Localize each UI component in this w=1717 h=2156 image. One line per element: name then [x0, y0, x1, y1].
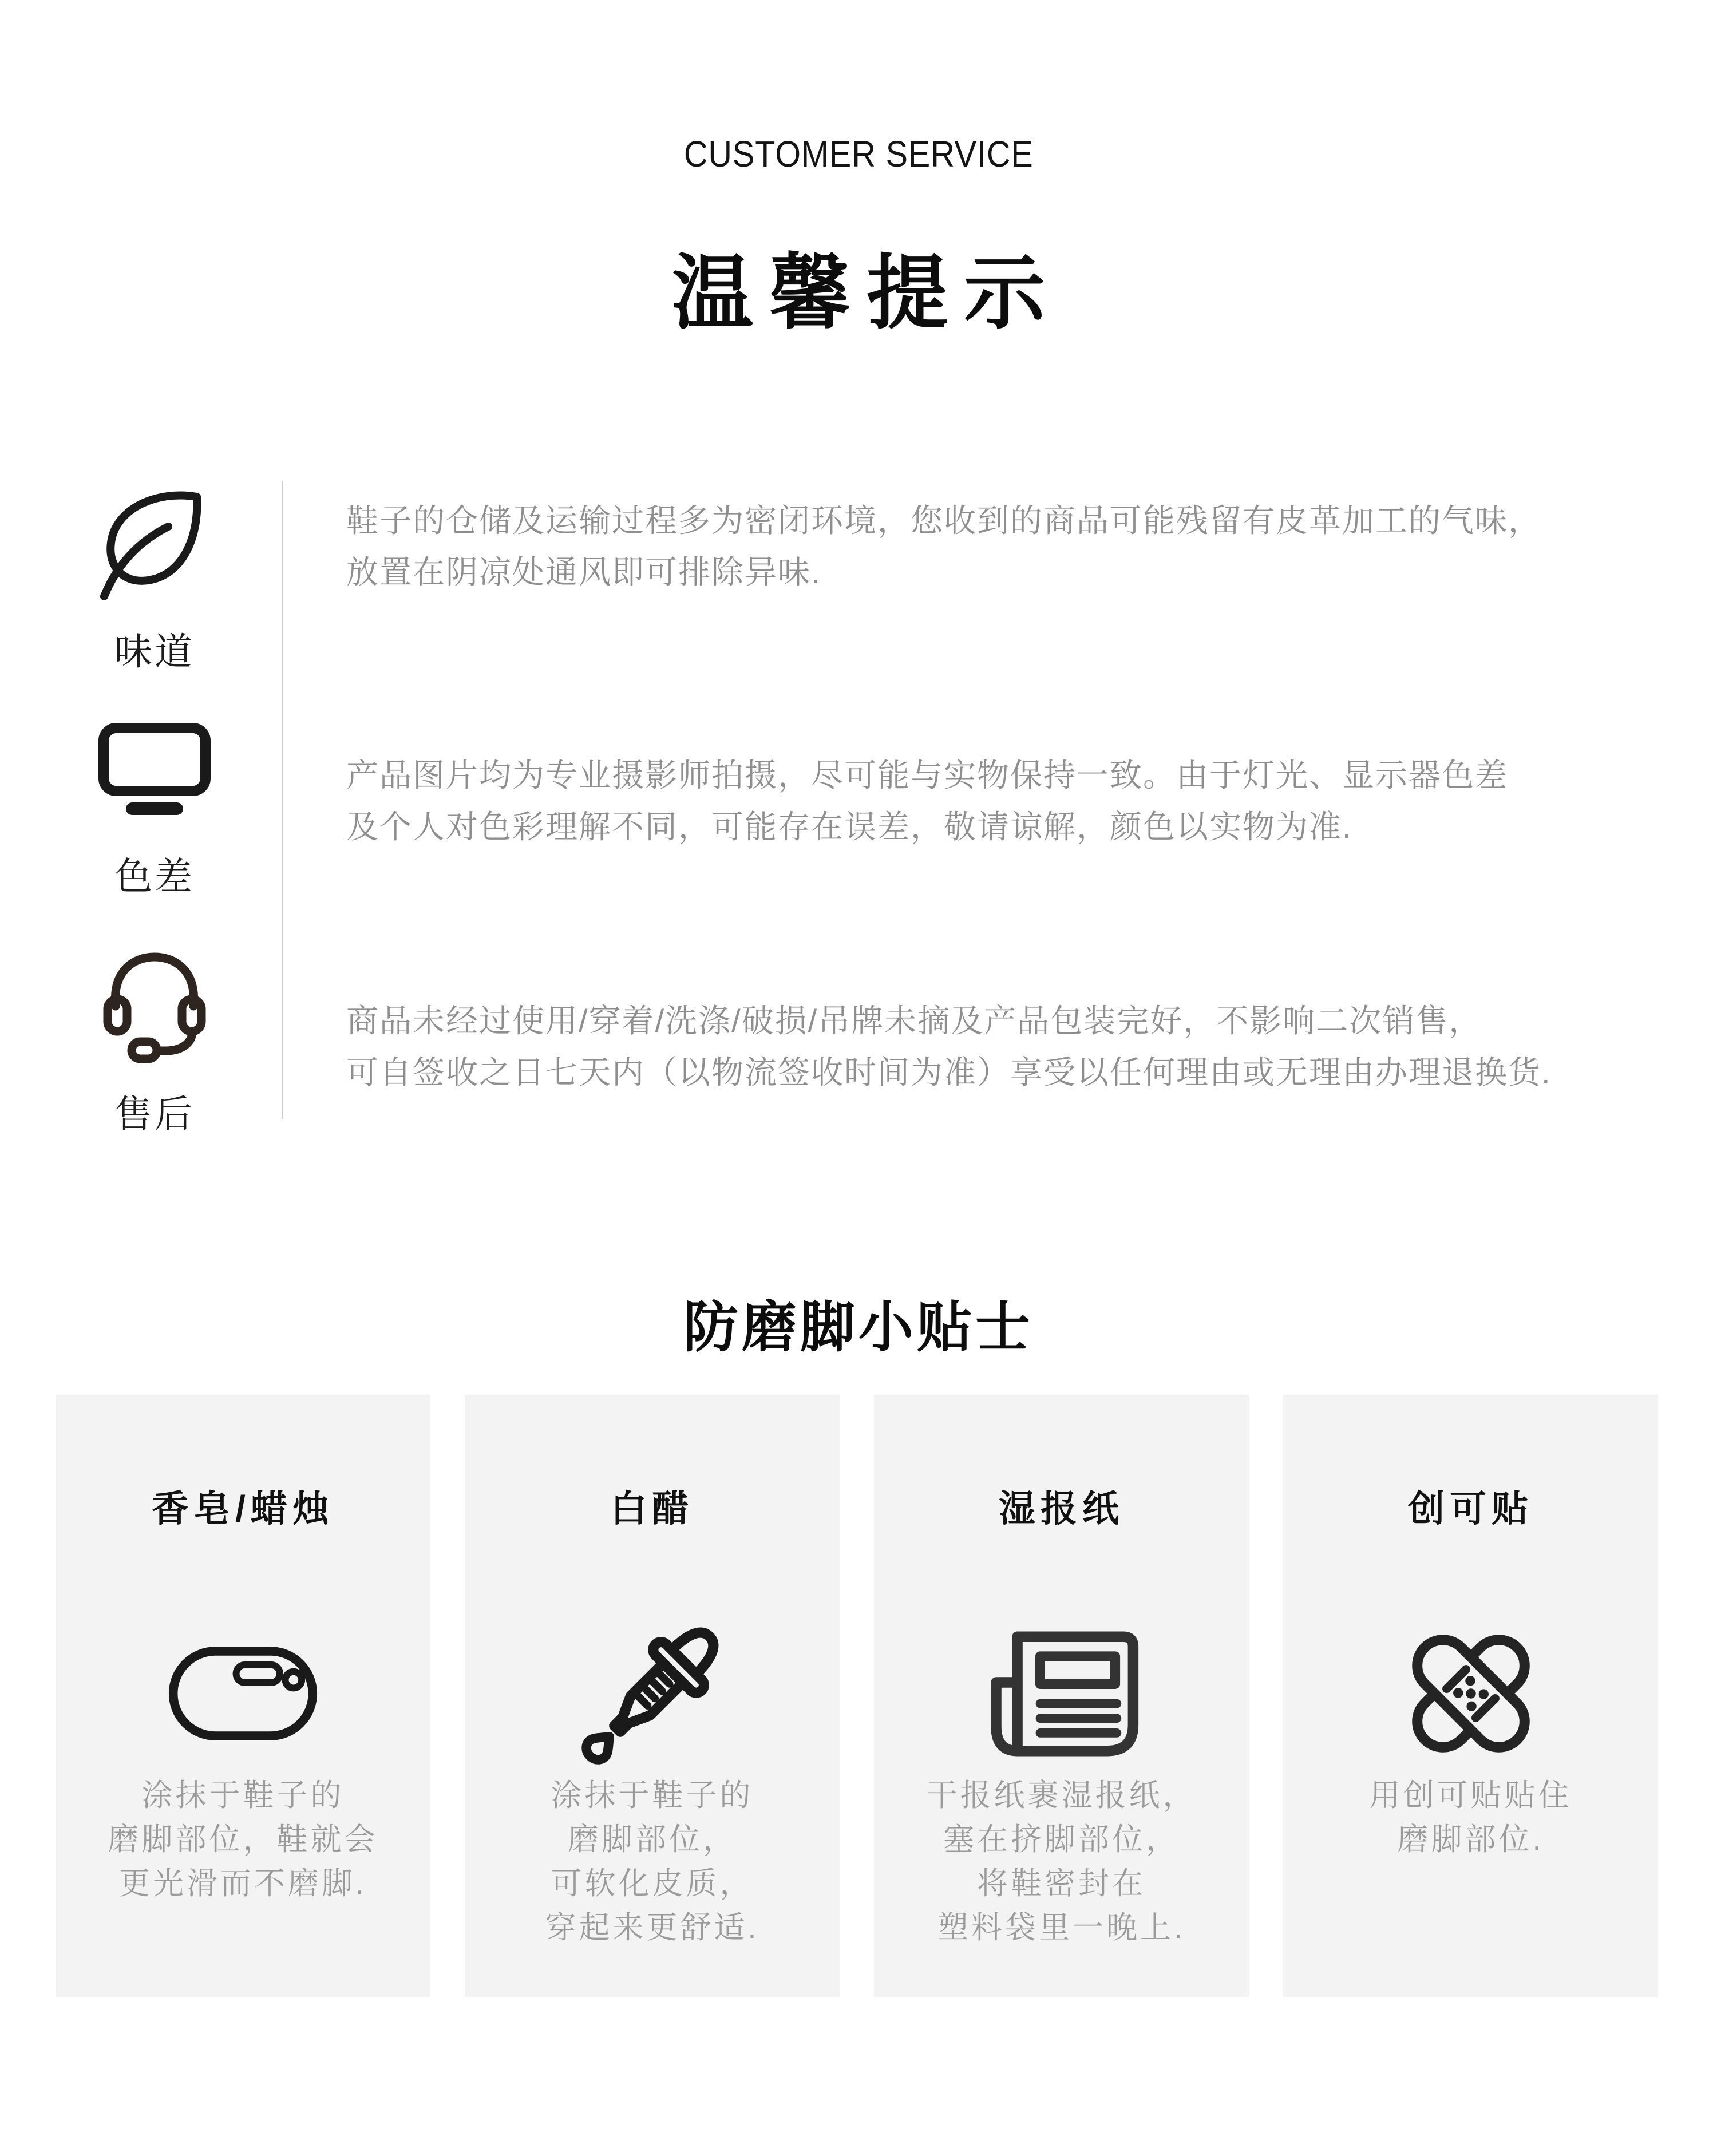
card-text	[56, 1774, 430, 1906]
newspaper-icon	[874, 1596, 1249, 1791]
notice-text-line: 商品未经过使用/穿着/洗涤/破损/吊牌未摘及产品包装完好，不影响二次销售，	[346, 1003, 1482, 1039]
notice-text-smell	[346, 495, 1680, 598]
card-text-line: 磨脚部位，鞋就会	[108, 1822, 378, 1857]
notice-text-aftersales	[346, 995, 1680, 1098]
card-text-line: 磨脚部位，	[568, 1822, 737, 1857]
card-text-line: 涂抹于鞋子的	[141, 1778, 345, 1813]
soap-icon	[56, 1596, 430, 1791]
card-text	[465, 1774, 840, 1950]
card-text-line: 更光滑而不磨脚.	[118, 1866, 367, 1901]
notice-text-line: 鞋子的仓储及运输过程多为密闭环境，您收到的商品可能残留有皮革加工的气味，	[346, 503, 1541, 539]
notice-label-smell: 味道	[114, 630, 195, 672]
card-text-line: 磨脚部位.	[1397, 1822, 1544, 1857]
card-title: 创可贴	[1408, 1488, 1533, 1529]
card-text-line: 干报纸裹湿报纸，	[926, 1778, 1197, 1813]
card-text-line: 用创可贴贴住	[1369, 1778, 1572, 1813]
card-text-line: 塑料袋里一晚上.	[937, 1910, 1185, 1945]
card-title: 湿报纸	[999, 1488, 1124, 1529]
notice-text-color	[346, 750, 1680, 853]
monitor-icon	[97, 722, 212, 816]
tip-card-soap	[56, 1395, 430, 1997]
page-title: 温馨提示	[672, 248, 1061, 339]
notice-label-color: 色差	[114, 855, 195, 897]
card-text-line: 穿起来更舒适.	[545, 1910, 759, 1945]
headset-icon	[97, 946, 212, 1067]
tip-card-vinegar	[465, 1395, 840, 1997]
bandaid-icon	[1283, 1596, 1658, 1791]
card-title: 白醋	[610, 1488, 694, 1529]
notice-text-line: 放置在阴凉处通风即可排除异味.	[346, 554, 821, 590]
vertical-divider	[282, 481, 283, 1119]
card-text-line: 塞在挤脚部位，	[943, 1822, 1180, 1857]
leaf-icon	[97, 485, 212, 600]
card-title: 香皂/蜡烛	[152, 1488, 334, 1529]
tips-section-title: 防磨脚小贴士	[683, 1297, 1034, 1358]
card-text-line: 将鞋密封在	[977, 1866, 1146, 1901]
tip-card-newspaper	[874, 1395, 1249, 1997]
notice-text-line: 可自签收之日七天内（以物流签收时间为准）享受以任何理由或无理由办理退换货.	[346, 1054, 1552, 1090]
dropper-icon	[465, 1596, 840, 1791]
tip-card-bandaid	[1283, 1395, 1658, 1997]
notice-text-line: 产品图片均为专业摄影师拍摄，尽可能与实物保持一致。由于灯光、显示器色差	[346, 757, 1508, 793]
card-text	[874, 1774, 1249, 1950]
card-text-line: 可软化皮质，	[551, 1866, 754, 1901]
notice-label-aftersales: 售后	[114, 1093, 195, 1135]
card-text	[1283, 1774, 1658, 1862]
eyebrow-text: CUSTOMER SERVICE	[683, 133, 1034, 175]
notice-text-line: 及个人对色彩理解不同，可能存在误差，敬请谅解，颜色以实物为准.	[346, 809, 1352, 845]
card-text-line: 涂抹于鞋子的	[551, 1778, 754, 1813]
eyebrow-title	[0, 133, 1717, 175]
